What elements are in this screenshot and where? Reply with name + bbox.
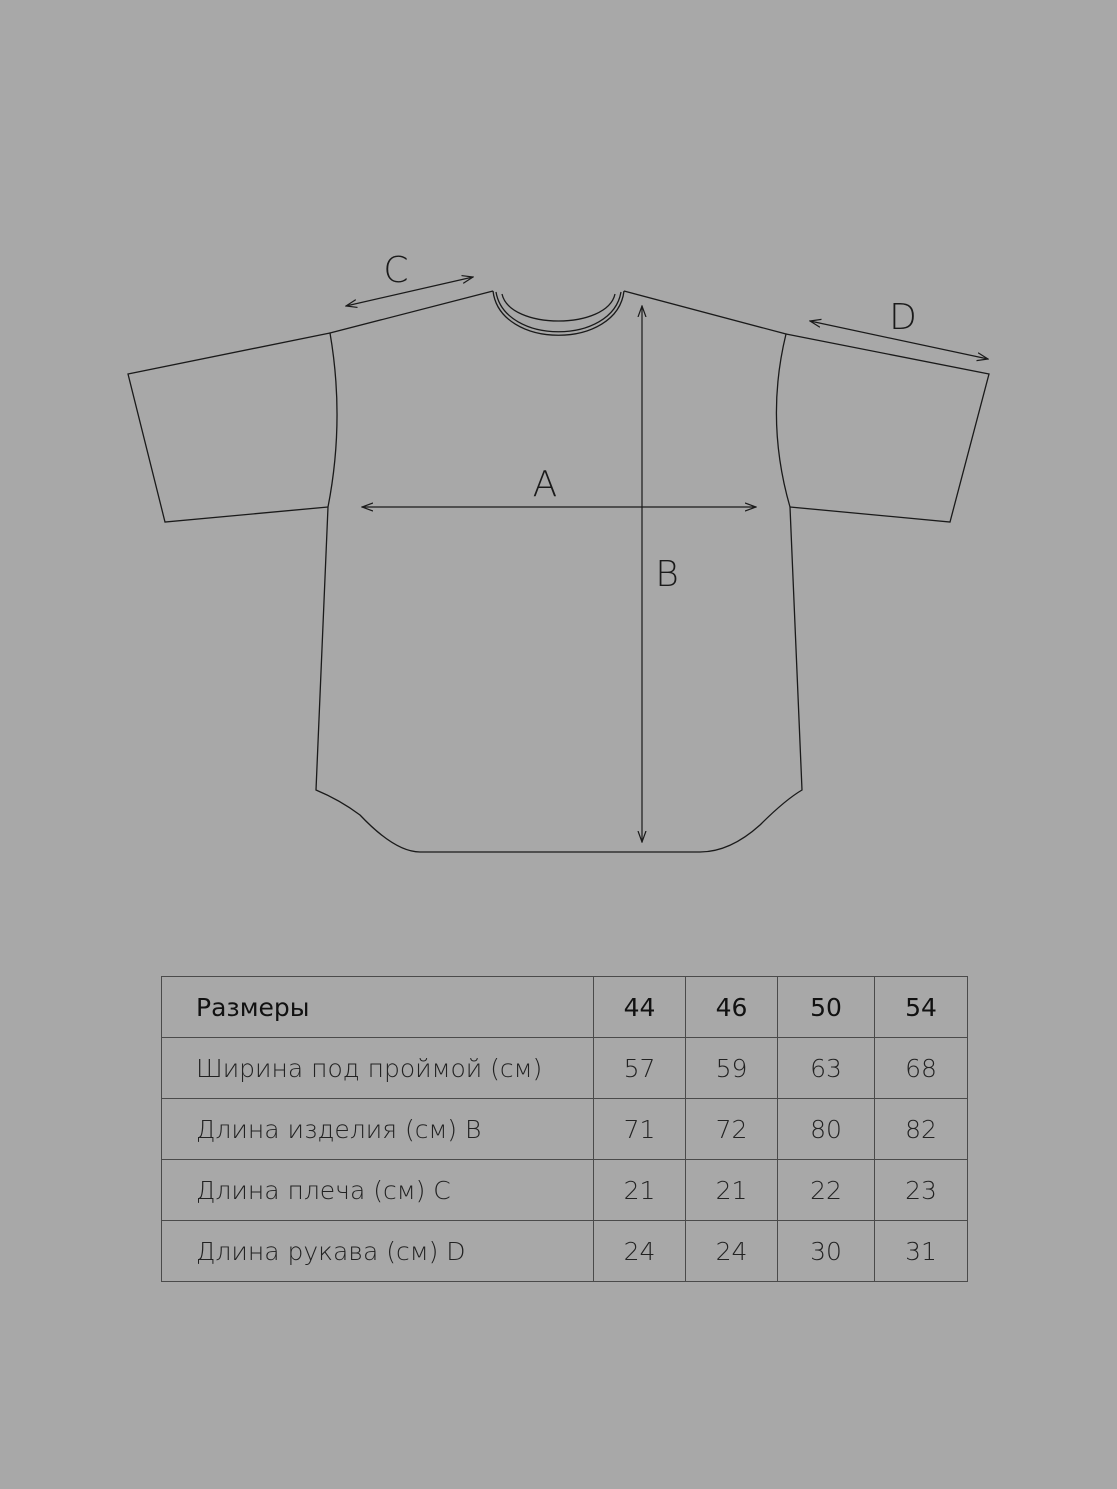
- row-label: Длина рукава (см) D: [162, 1221, 594, 1282]
- table-cell: 82: [875, 1099, 968, 1160]
- row-label: Ширина под проймой (см): [162, 1038, 594, 1099]
- label-a: A: [532, 464, 558, 505]
- row-label: Длина плеча (см) C: [162, 1160, 594, 1221]
- tshirt-outline: [128, 291, 989, 852]
- table-cell: 23: [875, 1160, 968, 1221]
- table-cell: 72: [686, 1099, 778, 1160]
- size-header: 54: [875, 977, 968, 1038]
- table-cell: 21: [686, 1160, 778, 1221]
- table-row: [162, 1038, 968, 1099]
- table-cell: 71: [594, 1099, 686, 1160]
- table-header-row: [162, 977, 968, 1038]
- table-cell: 21: [594, 1160, 686, 1221]
- label-b: B: [655, 554, 679, 595]
- size-table: [161, 976, 968, 1282]
- table-cell: 24: [686, 1221, 778, 1282]
- table-row: [162, 1221, 968, 1282]
- table-row: [162, 1160, 968, 1221]
- table-cell: 31: [875, 1221, 968, 1282]
- table-cell: 30: [778, 1221, 875, 1282]
- size-header: 50: [778, 977, 875, 1038]
- label-c: C: [383, 250, 409, 291]
- table-cell: 80: [778, 1099, 875, 1160]
- table-cell: 24: [594, 1221, 686, 1282]
- table-cell: 22: [778, 1160, 875, 1221]
- table-cell: 63: [778, 1038, 875, 1099]
- table-row: [162, 1099, 968, 1160]
- size-header: 44: [594, 977, 686, 1038]
- table-cell: 68: [875, 1038, 968, 1099]
- header-label: Размеры: [162, 977, 594, 1038]
- label-d: D: [889, 297, 917, 338]
- row-label: Длина изделия (см) B: [162, 1099, 594, 1160]
- size-header: 46: [686, 977, 778, 1038]
- table-cell: 59: [686, 1038, 778, 1099]
- table-cell: 57: [594, 1038, 686, 1099]
